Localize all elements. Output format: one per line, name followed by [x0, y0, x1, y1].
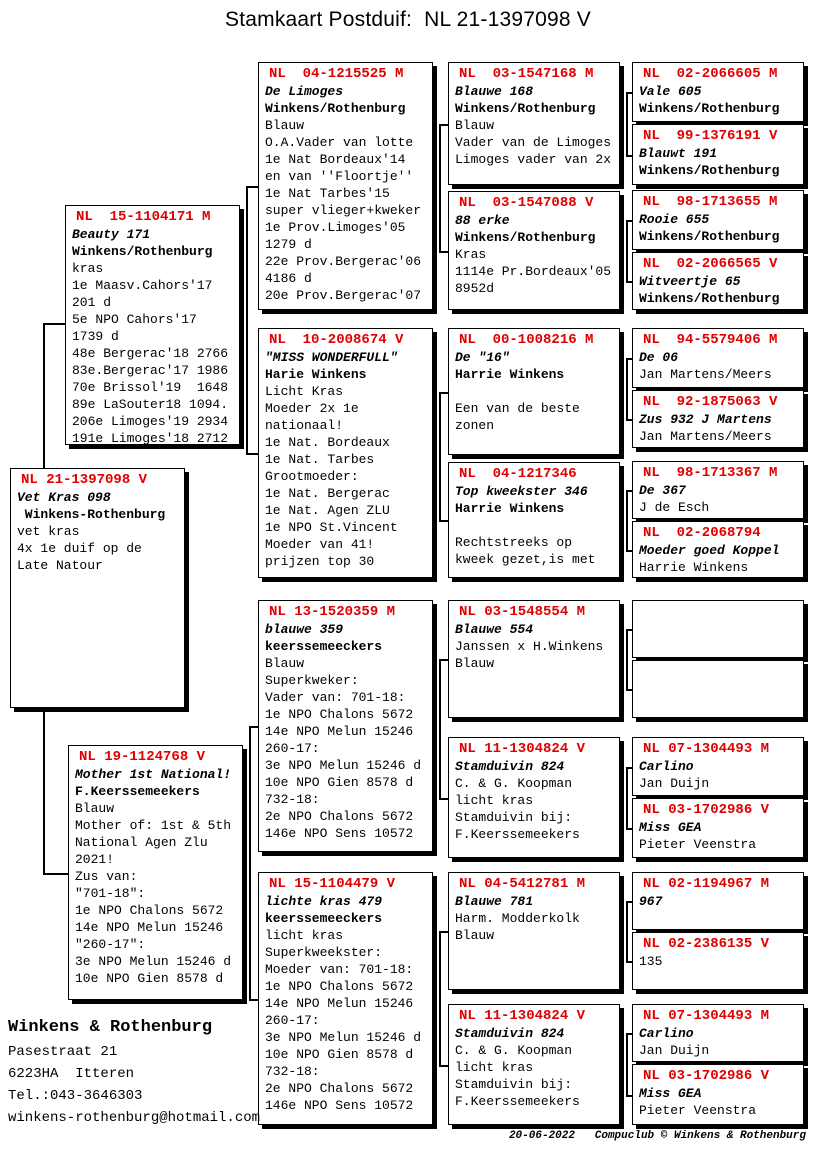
ring-number: NL 02-2386135 V — [643, 936, 770, 952]
detail-line: super vlieger+kweker — [265, 203, 422, 218]
pigeon-name: Zus 932 J Martens — [639, 412, 772, 427]
owner-name: Winkens/Rothenburg — [639, 229, 780, 244]
connector-line — [626, 1095, 632, 1097]
detail-line: 191e Limoges'18 2712 — [72, 431, 229, 445]
pigeon-name: Carlino — [639, 759, 694, 774]
detail-line — [455, 517, 614, 534]
connector-line — [626, 92, 628, 155]
connector-line — [626, 1033, 628, 1095]
pigeon-name: Stamduivin 824 — [455, 1026, 565, 1041]
connector-line — [626, 1033, 632, 1035]
pigeon-name: Vale 605 — [639, 84, 702, 99]
connector-line — [439, 124, 441, 251]
pedigree-box-ggg11 — [632, 737, 804, 796]
detail-line: 8952d — [455, 281, 495, 296]
detail-line: vet kras — [17, 524, 80, 539]
pedigree-box-subject — [10, 468, 185, 708]
pedigree-box-gg4 — [448, 462, 620, 578]
detail-line: 1e Nat Tarbes'15 — [265, 186, 390, 201]
pedigree-box-ggg9 — [632, 600, 804, 658]
owner-name: Winkens/Rothenburg — [265, 101, 406, 116]
detail-line: 1e Nat Bordeaux'14 — [265, 152, 406, 167]
ring-number: NL 98-1713655 M — [643, 194, 778, 210]
detail-line: 83e.Bergerac'17 1986 — [72, 363, 229, 378]
pedigree-box-g3 — [258, 600, 433, 852]
detail-line: National Agen Zlu — [75, 835, 208, 850]
detail-line: 146e NPO Sens 10572 — [265, 826, 414, 841]
detail-line: 1e Nat. Bergerac — [265, 486, 390, 501]
pigeon-name: Vet Kras 098 — [17, 490, 111, 505]
detail-line — [455, 383, 614, 400]
connector-line — [626, 767, 632, 769]
detail-line: 1e NPO Chalons 5672 — [265, 979, 414, 994]
owner-name: Jan Martens/Meers — [639, 367, 772, 382]
connector-line — [626, 358, 628, 419]
detail-line: Superkweker: — [265, 673, 359, 688]
owner-name: Harm. Modderkolk — [455, 911, 580, 926]
pedigree-box-gg7 — [448, 872, 620, 990]
owner-name: F.Keerssemeekers — [75, 784, 200, 799]
pigeon-name: Top kweekster 346 — [455, 484, 588, 499]
pigeon-name: "MISS WONDERFULL" — [265, 350, 398, 365]
connector-line — [246, 186, 258, 188]
detail-line: 1e Nat. Agen ZLU — [265, 503, 390, 518]
connector-line — [439, 659, 448, 661]
connector-line — [439, 251, 448, 253]
ring-number: NL 10-2008674 V — [269, 332, 404, 348]
owner-name: J de Esch — [639, 500, 710, 515]
detail-line: Stamduivin bij: — [455, 1077, 573, 1092]
detail-line: Blauw — [75, 801, 115, 816]
detail-line: 1279 d — [265, 237, 312, 252]
detail-line: Blauw — [265, 118, 305, 133]
pedigree-box-mother — [68, 745, 243, 1000]
connector-line — [626, 828, 632, 830]
pedigree-box-ggg16 — [632, 1064, 804, 1125]
pedigree-box-ggg13 — [632, 872, 804, 930]
detail-line: 260-17: — [265, 741, 320, 756]
owner-name: Harrie Winkens — [455, 367, 565, 382]
connector-line — [626, 92, 632, 94]
connector-line — [439, 931, 448, 933]
pigeon-name: lichte kras 479 — [265, 894, 383, 909]
connector-line — [439, 1065, 448, 1067]
connector-line — [626, 901, 632, 903]
detail-line: 4186 d — [265, 271, 312, 286]
pigeon-name: Mother 1st National! — [75, 767, 232, 782]
detail-line: 146e NPO Sens 10572 — [265, 1098, 414, 1113]
ring-number: NL 13-1520359 M — [269, 604, 396, 620]
pigeon-name: 967 — [639, 894, 663, 909]
detail-line: 22e Prov.Bergerac'06 — [265, 254, 422, 269]
loft-address-line: Pasestraat 21 — [8, 1044, 118, 1060]
ring-number: NL 04-1215525 M — [269, 66, 404, 82]
ring-number: NL 02-2068794 — [643, 525, 761, 541]
connector-line — [626, 767, 628, 829]
connector-line — [439, 520, 448, 522]
pedigree-box-ggg3 — [632, 190, 804, 250]
owner-name: Jan Martens/Meers — [639, 429, 772, 444]
pigeon-name: De 367 — [639, 483, 686, 498]
detail-line: Vader van: 701-18: — [265, 690, 406, 705]
connector-line — [439, 392, 448, 394]
pedigree-box-ggg15 — [632, 1004, 804, 1062]
detail-line: 3e NPO Melun 15246 d — [265, 1030, 422, 1045]
pedigree-box-father — [65, 205, 240, 445]
detail-line: zonen — [455, 418, 495, 433]
ring-number: NL 00-1008216 M — [459, 332, 594, 348]
detail-line: Een van de beste — [455, 401, 580, 416]
pigeon-name: Blauwt 191 — [639, 146, 718, 161]
detail-line: 10e NPO Gien 8578 d — [265, 775, 414, 790]
ring-number: NL 94-5579406 M — [643, 332, 778, 348]
loft-address-line: Tel.:043-3646303 — [8, 1088, 143, 1104]
ring-number: NL 02-1194967 M — [643, 876, 770, 892]
pedigree-box-g2 — [258, 328, 433, 578]
owner-name: Jan Duijn — [639, 776, 710, 791]
owner-name: Winkens/Rothenburg — [455, 101, 596, 116]
pigeon-name: Moeder goed Koppel — [639, 543, 780, 558]
pedigree-box-gg6 — [448, 737, 620, 858]
detail-line: en van ''Floortje'' — [265, 169, 414, 184]
owner-name: Winkens/Rothenburg — [455, 230, 596, 245]
detail-line: 1114e Pr.Bordeaux'05 — [455, 264, 612, 279]
pigeon-name: Carlino — [639, 1026, 694, 1041]
pedigree-box-g4 — [258, 872, 433, 1125]
detail-line: 70e Brissol'19 1648 — [72, 380, 229, 395]
detail-line: 1739 d — [72, 329, 119, 344]
detail-line: 10e NPO Gien 8578 d — [75, 971, 224, 986]
detail-line: 14e NPO Melun 15246 — [265, 996, 414, 1011]
pedigree-box-ggg6 — [632, 390, 804, 448]
ring-number: NL 11-1304824 V — [459, 741, 586, 757]
detail-line: Moeder van 41! — [265, 537, 375, 552]
detail-line: licht kras — [455, 1060, 534, 1075]
pigeon-name: Witveertje 65 — [639, 274, 741, 289]
pigeon-name: Blauwe 781 — [455, 894, 534, 909]
detail-line: Stamduivin bij: — [455, 810, 573, 825]
pedigree-box-ggg1 — [632, 62, 804, 122]
detail-line: 1e NPO Chalons 5672 — [75, 903, 224, 918]
detail-line: 1e NPO Chalons 5672 — [265, 707, 414, 722]
ring-number: NL 03-1702986 V — [643, 802, 770, 818]
connector-line — [43, 708, 45, 873]
detail-line: 2e NPO Chalons 5672 — [265, 1081, 414, 1096]
pedigree-box-ggg5 — [632, 328, 804, 388]
connector-line — [439, 392, 441, 521]
owner-name: keerssemeeckers — [265, 639, 383, 654]
connector-line — [43, 873, 68, 875]
connector-line — [626, 419, 632, 421]
pedigree-box-ggg8 — [632, 521, 804, 578]
connector-line — [626, 629, 628, 689]
owner-name: Pieter Veenstra — [639, 1103, 757, 1118]
loft-address-line: 6223HA Itteren — [8, 1066, 135, 1082]
ring-number: NL 21-1397098 V — [21, 472, 148, 488]
pedigree-box-gg3 — [448, 328, 620, 455]
connector-line — [439, 931, 441, 1065]
ring-number: NL 04-5412781 M — [459, 876, 586, 892]
connector-line — [626, 281, 632, 283]
ring-number: NL 98-1713367 M — [643, 465, 778, 481]
pigeon-name: De "16" — [455, 350, 510, 365]
pedigree-box-g1 — [258, 62, 433, 310]
detail-line: 1e Prov.Limoges'05 — [265, 220, 406, 235]
detail-line: Zus van: — [75, 869, 138, 884]
connector-line — [626, 629, 632, 631]
detail-line: Late Natour — [17, 558, 103, 573]
ring-number: NL 07-1304493 M — [643, 1008, 770, 1024]
connector-line — [43, 323, 65, 325]
page-title: Stamkaart Postduif: NL 21-1397098 V — [225, 8, 591, 31]
detail-line: Moeder van: 701-18: — [265, 962, 414, 977]
detail-line: O.A.Vader van lotte — [265, 135, 414, 150]
detail-line: 48e Bergerac'18 2766 — [72, 346, 229, 361]
owner-name: C. & G. Koopman — [455, 776, 573, 791]
connector-line — [246, 453, 258, 455]
detail-line: Grootmoeder: — [265, 469, 359, 484]
pigeon-name: Miss GEA — [639, 1086, 702, 1101]
loft-contact — [8, 1015, 260, 1129]
pigeon-name: 88 erke — [455, 213, 510, 228]
ring-number: NL 02-2066605 M — [643, 66, 778, 82]
pedigree-box-ggg10 — [632, 660, 804, 718]
detail-line: nationaal! — [265, 418, 344, 433]
connector-line — [626, 550, 632, 552]
owner-name: Harie Winkens — [265, 367, 367, 382]
ring-number: NL 07-1304493 M — [643, 741, 770, 757]
connector-line — [249, 726, 251, 999]
detail-line: prijzen top 30 — [265, 554, 375, 569]
pedigree-box-ggg4 — [632, 252, 804, 310]
ring-number: NL 92-1875063 V — [643, 394, 778, 410]
owner-name: keerssemeeckers — [265, 911, 383, 926]
connector-line — [626, 155, 632, 157]
pigeon-name: Blauwe 554 — [455, 622, 534, 637]
detail-line: kras — [72, 261, 104, 276]
detail-line: F.Keerssemeekers — [455, 827, 580, 842]
detail-line: Blauw — [455, 118, 495, 133]
detail-line: 5e NPO Cahors'17 — [72, 312, 197, 327]
loft-address-line: winkens-rothenburg@hotmail.com — [8, 1110, 261, 1126]
pedigree-box-gg2 — [448, 191, 620, 310]
connector-line — [246, 186, 248, 453]
detail-line: 135 — [639, 954, 663, 969]
pedigree-box-gg8 — [448, 1004, 620, 1125]
owner-name: Winkens/Rothenburg — [639, 163, 780, 178]
owner-name: Winkens/Rothenburg — [639, 291, 780, 306]
owner-name: Winkens/Rothenburg — [72, 244, 213, 259]
ring-number: NL 03-1547168 M — [459, 66, 594, 82]
detail-line: 3e NPO Melun 15246 d — [75, 954, 232, 969]
pigeon-name: De 06 — [639, 350, 679, 365]
detail-line: 206e Limoges'19 2934 — [72, 414, 229, 429]
detail-line: licht kras — [455, 793, 534, 808]
owner-name: Janssen x H.Winkens — [455, 639, 604, 654]
pedigree-box-gg1 — [448, 62, 620, 185]
detail-line: 20e Prov.Bergerac'07 — [265, 288, 422, 303]
detail-line: Vader van de Limoges — [455, 135, 612, 150]
detail-line: Moeder 2x 1e — [265, 401, 359, 416]
pigeon-name: De Limoges — [265, 84, 344, 99]
detail-line: 1e NPO St.Vincent — [265, 520, 398, 535]
connector-line — [439, 798, 448, 800]
detail-line: 10e NPO Gien 8578 d — [265, 1047, 414, 1062]
detail-line: Licht Kras — [265, 384, 344, 399]
connector-line — [43, 323, 45, 468]
detail-line: 3e NPO Melun 15246 d — [265, 758, 422, 773]
ring-number: NL 04-1217346 — [459, 466, 577, 482]
ring-number: NL 03-1702986 V — [643, 1068, 770, 1084]
pigeon-name: Blauwe 168 — [455, 84, 534, 99]
detail-line: 1e Nat. Bordeaux — [265, 435, 390, 450]
owner-name: Winkens-Rothenburg — [17, 507, 166, 522]
detail-line: 1e Nat. Tarbes — [265, 452, 375, 467]
pigeon-name: Miss GEA — [639, 820, 702, 835]
ring-number: NL 99-1376191 V — [643, 128, 778, 144]
ring-number: NL 15-1104171 M — [76, 209, 211, 225]
detail-line: 2021! — [75, 852, 115, 867]
pigeon-name: Rooie 655 — [639, 212, 710, 227]
detail-line: 2e NPO Chalons 5672 — [265, 809, 414, 824]
pedigree-box-ggg14 — [632, 932, 804, 990]
detail-line: kweek gezet,is met — [455, 552, 596, 567]
detail-line: Limoges vader van 2x — [455, 152, 612, 167]
pigeon-name: blauwe 359 — [265, 622, 344, 637]
detail-line: 1e Maasv.Cahors'17 — [72, 278, 213, 293]
connector-line — [626, 220, 628, 281]
loft-name: Winkens & Rothenburg — [8, 1018, 213, 1037]
pedigree-box-gg5 — [448, 600, 620, 718]
owner-name: Jan Duijn — [639, 1043, 710, 1058]
detail-line: Blauw — [455, 928, 495, 943]
owner-name: C. & G. Koopman — [455, 1043, 573, 1058]
ring-number: NL 11-1304824 V — [459, 1008, 586, 1024]
detail-line: licht kras — [265, 928, 344, 943]
detail-line: 732-18: — [265, 792, 320, 807]
connector-line — [626, 901, 628, 961]
detail-line: 260-17: — [265, 1013, 320, 1028]
connector-line — [626, 490, 632, 492]
connector-line — [439, 659, 441, 798]
connector-line — [626, 961, 632, 963]
connector-line — [626, 220, 632, 222]
ring-number: NL 03-1548554 M — [459, 604, 586, 620]
detail-line: Kras — [455, 247, 487, 262]
detail-line: 4x 1e duif op de — [17, 541, 142, 556]
detail-line: Superkweekster: — [265, 945, 383, 960]
ring-number: NL 02-2066565 V — [643, 256, 778, 272]
pedigree-box-ggg7 — [632, 461, 804, 519]
detail-line: 732-18: — [265, 1064, 320, 1079]
footer-credit: 20-06-2022 Compuclub © Winkens & Rothenburg — [508, 1130, 806, 1142]
owner-name: Pieter Veenstra — [639, 837, 757, 852]
detail-line: Blauw — [265, 656, 305, 671]
pigeon-name: Beauty 171 — [72, 227, 151, 242]
owner-name: Harrie Winkens — [639, 560, 749, 575]
ring-number: NL 15-1104479 V — [269, 876, 396, 892]
owner-name: Harrie Winkens — [455, 501, 565, 516]
pedigree-box-ggg12 — [632, 798, 804, 858]
detail-line: Mother of: 1st & 5th — [75, 818, 232, 833]
detail-line: Blauw — [455, 656, 495, 671]
ring-number: NL 19-1124768 V — [79, 749, 206, 765]
loft-address — [8, 1041, 260, 1129]
connector-line — [249, 999, 258, 1001]
detail-line: 14e NPO Melun 15246 — [75, 920, 224, 935]
connector-line — [626, 689, 632, 691]
connector-line — [626, 490, 628, 550]
connector-line — [249, 726, 258, 728]
detail-line: Rechtstreeks op — [455, 535, 573, 550]
connector-line — [626, 358, 632, 360]
pedigree-box-ggg2 — [632, 124, 804, 185]
detail-line: "260-17": — [75, 937, 146, 952]
detail-line: 14e NPO Melun 15246 — [265, 724, 414, 739]
ring-number: NL 03-1547088 V — [459, 195, 594, 211]
detail-line: "701-18": — [75, 886, 146, 901]
detail-line: 201 d — [72, 295, 112, 310]
detail-line: 89e LaSouter18 1094. — [72, 397, 229, 412]
pigeon-name: Stamduivin 824 — [455, 759, 565, 774]
detail-line: F.Keerssemeekers — [455, 1094, 580, 1109]
connector-line — [439, 124, 448, 126]
owner-name: Winkens/Rothenburg — [639, 101, 780, 116]
